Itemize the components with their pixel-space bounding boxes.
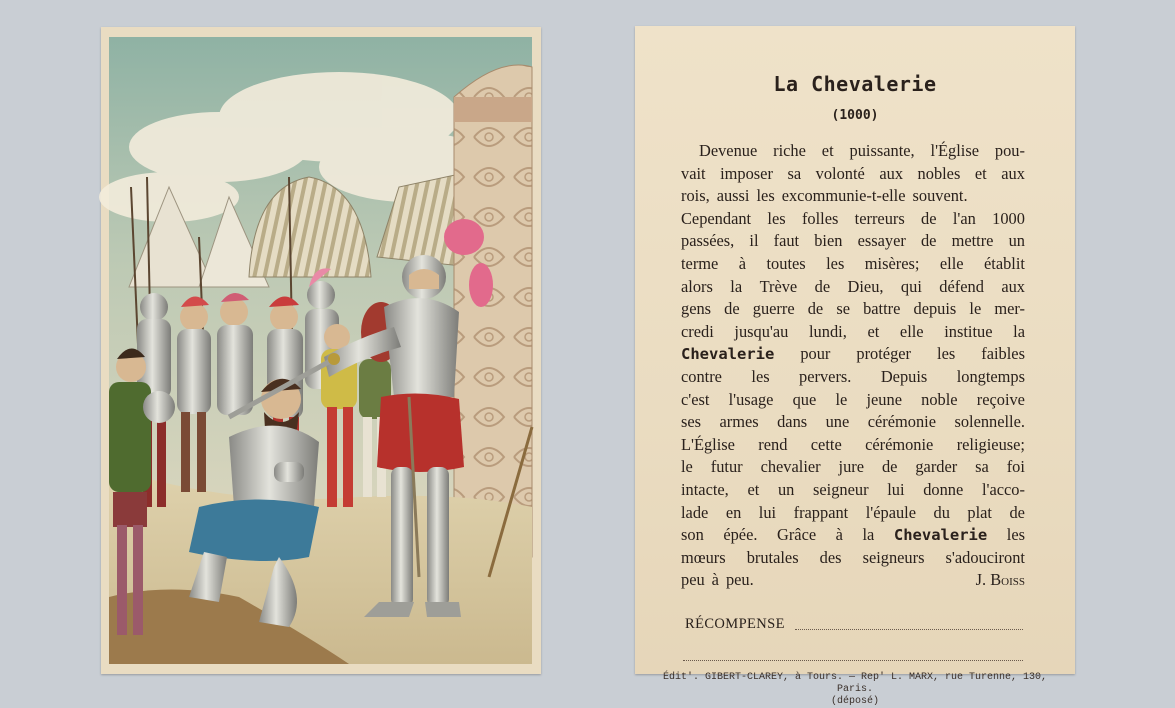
body-line: Chevalerie pour protéger les faibles	[681, 343, 1025, 366]
keyword-chevalerie: Chevalerie	[681, 345, 775, 364]
body-line: Devenue riche et puissante, l'Église pou-	[699, 141, 1025, 160]
card-title: La Chevalerie	[773, 72, 937, 96]
decorated-pillar	[454, 65, 532, 557]
body-line: peu à peu. J. Boiss	[681, 569, 1025, 592]
reward-dotted-line-2	[683, 660, 1023, 661]
body-line: L'Église rend cette cérémonie religieuse;	[681, 434, 1025, 454]
illustration-card	[101, 27, 541, 674]
body-line: vait imposer sa volonté aux nobles et aux	[681, 163, 1025, 183]
body-line: son épée. Grâce à la Chevalerie les	[681, 524, 1025, 547]
body-line: gens de guerre de se battre depuis le mer-	[681, 299, 1025, 319]
card-year: (1000)	[831, 108, 879, 123]
body-line: passées, il faut bien essayer de mettre un	[681, 231, 1025, 251]
body-line: ses armes dans une cérémonie solennelle.	[681, 412, 1025, 432]
body-line: credi jusqu'au lundi, et elle institue la	[681, 321, 1025, 341]
reward-label: RÉCOMPENSE	[685, 616, 785, 632]
body-line: contre les pervers. Depuis longtemps	[681, 366, 1025, 386]
author-signature: J. Boiss	[975, 570, 1025, 590]
body-line: terme à toutes les misères; elle établit	[681, 253, 1025, 273]
deposit-note: (déposé)	[830, 696, 879, 707]
body-line: intacte, et un seigneur lui donne l'acco-	[681, 479, 1025, 499]
publisher-line: Édit'. GIBERT-CLAREY, à Tours. — Rep' L. MARX, rue Turenne, 130, Paris.	[662, 672, 1048, 695]
body-line: alors la Trève de Dieu, qui défend aux	[681, 276, 1025, 296]
body-line: lade en lui frappant l'épaule du plat de	[681, 502, 1025, 522]
body-line: rois, aussi les excommunie-t-elle souvent.	[681, 186, 968, 206]
publisher-footer	[647, 672, 1063, 708]
knighting-illustration	[109, 37, 532, 664]
body-line: Cependant les folles terreurs de l'an 1000	[681, 208, 1025, 228]
body-line: mœurs brutales des seigneurs s'adouciront	[681, 547, 1025, 567]
body-line: c'est l'usage que le jeune noble reçoive	[681, 389, 1025, 409]
text-card	[635, 26, 1075, 707]
body-line: le futur chevalier jure de garder sa foi	[681, 457, 1025, 477]
reward-dotted-line	[795, 629, 1023, 630]
card-body-text	[681, 140, 1025, 592]
keyword-chevalerie: Chevalerie	[893, 526, 988, 545]
